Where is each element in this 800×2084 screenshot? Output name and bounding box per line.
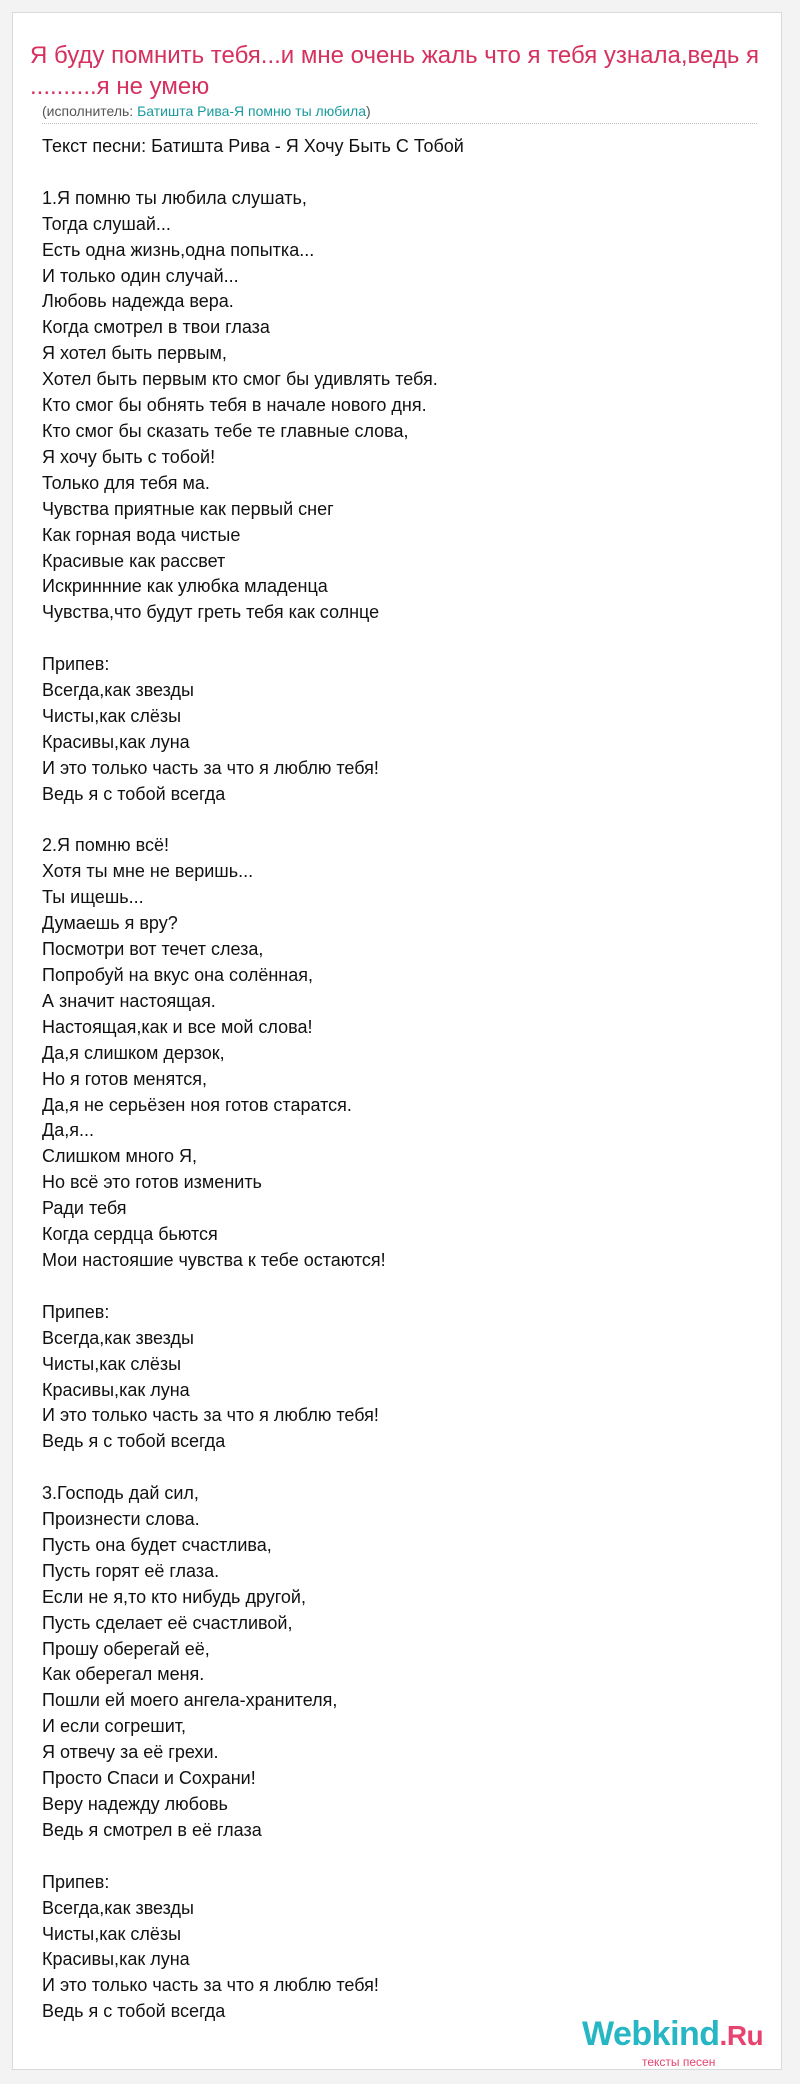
lyrics-text: Текст песни: Батишта Рива - Я Хочу Быть С Тобой 1.Я помню ты любила слушать, Тогда слушай... Есть одна жизнь,одна попытка... И только один случай... Любовь надежда вера. Когда смотрел в твои глаза Я хотел быть первым, Хотел быть первым кто смог бы удивлять тебя. Кто смог бы обнять тебя в начале нового дня. Кто смог бы сказать тебе те главные слова, Я хочу быть с тобой! Только для тебя ма. Чувства приятные как первый снег Как горная вода чистые Красивые как рассвет Искриннние как улюбка младенца Чувства,что будут греть тебя как солнце Припев: Всегда,как звезды Чисты,как слёзы Красивы,как луна И это только часть за что я люблю тебя! Ведь я с тобой всегда 2.Я помню всё! Хотя ты мне не веришь... Ты ищешь... Думаешь я вру? Посмотри вот течет слеза, Попробуй на вкус она солённая, А значит настоящая. Настоящая,как и все мой слова! Да,я слишком дерзок, Но я готов менятся, Да,я не серьёзен ноя готов старатся. Да,я... Слишком много Я, Но всё это готов изменить Ради тебя Когда сердца бьются Мои настояшие чувства к тебе остаются! Припев: Всегда,как звезды Чисты,как слёзы Красивы,как луна И это только часть за что я люблю тебя! Ведь я с тобой всегда 3.Господь дай сил, Произнести слова. Пусть она будет счастлива, Пусть горят её глаза. Если не я,то кто нибудь другой, Пусть сделает её счастливой, Прошу оберегай её, Как оберегал меня. Пошли ей моего ангела-хранителя, И если согрешит, Я отвечу за её грехи. Просто Спаси и Сохрани! Веру надежду любовь Ведь я смотрел в её глаза Припев: Всегда,как звезды Чисты,как слёзы Красивы,как луна И это только часть за что я люблю тебя! Ведь я с тобой всегда <box>42 136 464 2022</box>
logo-name: Webkind <box>582 2015 720 2053</box>
performer-link[interactable]: Батишта Рива-Я помню ты любила <box>137 103 366 119</box>
performer-prefix: (исполнитель: <box>42 103 138 119</box>
song-title: Я буду помнить тебя...и мне очень жаль что я тебя узнала,ведь я ..........я не умею <box>30 42 759 100</box>
logo-subtitle: тексты песен <box>642 2055 716 2069</box>
logo-tld: .Ru <box>719 2020 764 2051</box>
logo-wordmark <box>582 2015 763 2054</box>
performer-line <box>42 102 371 120</box>
dotted-divider <box>42 123 757 124</box>
site-logo[interactable] <box>582 2015 782 2071</box>
performer-suffix: ) <box>365 103 371 119</box>
